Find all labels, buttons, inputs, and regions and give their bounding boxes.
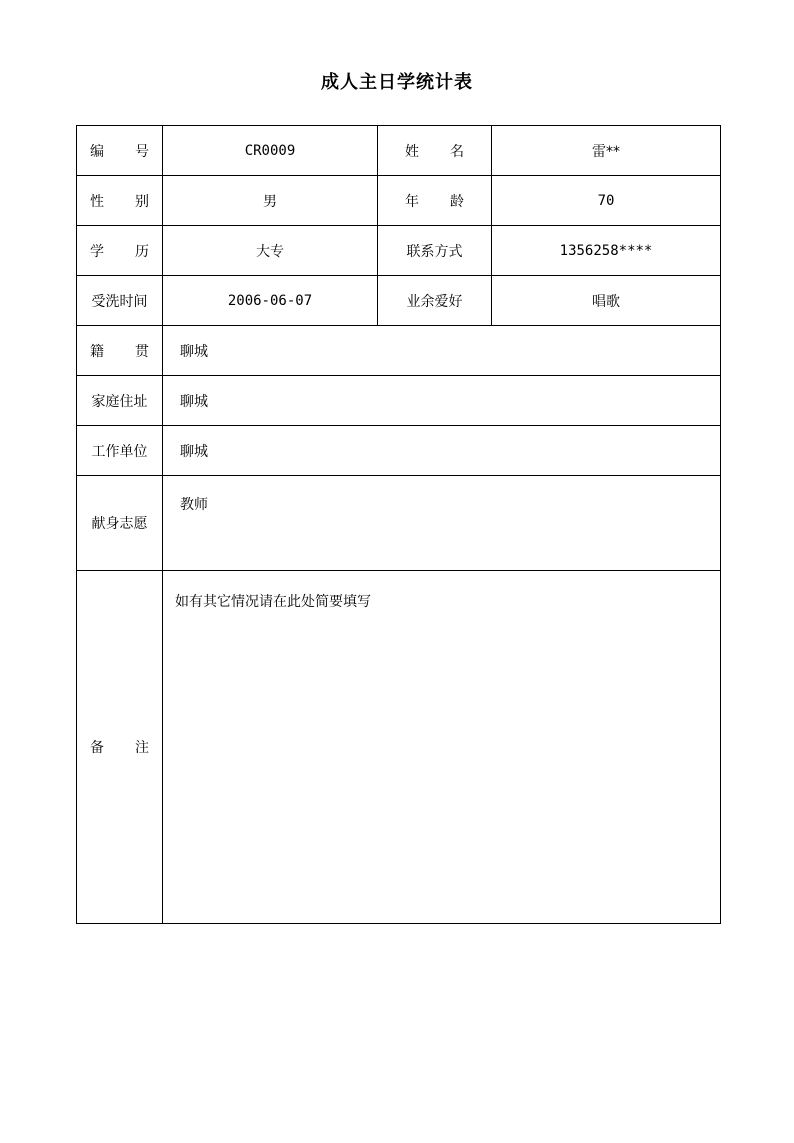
label-native-place: 籍 贯 bbox=[77, 326, 163, 376]
label-contact: 联系方式 bbox=[378, 226, 492, 276]
label-baptism-date: 受洗时间 bbox=[77, 276, 163, 326]
page-title: 成人主日学统计表 bbox=[321, 72, 473, 93]
form-row-home-address bbox=[77, 376, 721, 426]
value-home-address[interactable]: 聊城 bbox=[163, 376, 721, 426]
label-remarks: 备 注 bbox=[77, 571, 163, 924]
form-row-remarks bbox=[77, 571, 721, 924]
form-row-gender-age bbox=[77, 176, 721, 226]
form-row-education-contact bbox=[77, 226, 721, 276]
label-dedication: 献身志愿 bbox=[77, 476, 163, 571]
value-native-place[interactable]: 聊城 bbox=[163, 326, 721, 376]
value-number[interactable]: CR0009 bbox=[163, 126, 378, 176]
value-name[interactable]: 雷** bbox=[492, 126, 721, 176]
form-row-work-unit bbox=[77, 426, 721, 476]
label-age: 年 龄 bbox=[378, 176, 492, 226]
form-row-dedication bbox=[77, 476, 721, 571]
value-dedication[interactable]: 教师 bbox=[163, 476, 721, 571]
label-name: 姓 名 bbox=[378, 126, 492, 176]
value-education[interactable]: 大专 bbox=[163, 226, 378, 276]
value-hobby[interactable]: 唱歌 bbox=[492, 276, 721, 326]
label-work-unit: 工作单位 bbox=[77, 426, 163, 476]
value-gender[interactable]: 男 bbox=[163, 176, 378, 226]
value-work-unit[interactable]: 聊城 bbox=[163, 426, 721, 476]
form-row-baptism-hobby bbox=[77, 276, 721, 326]
value-remarks[interactable]: 如有其它情况请在此处简要填写 bbox=[163, 571, 721, 924]
value-baptism-date[interactable]: 2006-06-07 bbox=[163, 276, 378, 326]
form-row-native-place bbox=[77, 326, 721, 376]
label-number: 编 号 bbox=[77, 126, 163, 176]
form-row-number-name bbox=[77, 126, 721, 176]
label-home-address: 家庭住址 bbox=[77, 376, 163, 426]
label-education: 学 历 bbox=[77, 226, 163, 276]
value-contact[interactable]: 1356258**** bbox=[492, 226, 721, 276]
label-gender: 性 别 bbox=[77, 176, 163, 226]
label-hobby: 业余爱好 bbox=[378, 276, 492, 326]
statistics-form-table bbox=[76, 125, 721, 924]
value-age[interactable]: 70 bbox=[492, 176, 721, 226]
